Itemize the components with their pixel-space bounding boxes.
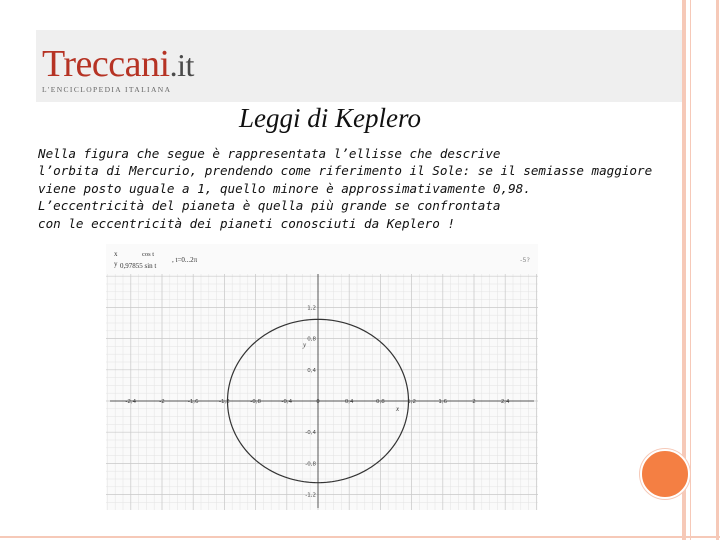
slide-border-line bbox=[716, 0, 719, 540]
formula-top: cos t bbox=[142, 251, 155, 258]
x-axis-label: x bbox=[396, 405, 400, 413]
treccani-logo bbox=[42, 44, 212, 100]
x-tick-label: -2 bbox=[159, 399, 165, 405]
formula-left-y: y bbox=[114, 260, 118, 268]
logo-suffix-text: .it bbox=[169, 47, 194, 83]
x-tick-label: -1,2 bbox=[219, 399, 230, 405]
x-tick-label: -2,4 bbox=[125, 399, 137, 405]
graph-grid bbox=[106, 274, 538, 510]
paragraph-line: L’eccentricità del pianeta è quella più grande se confrontata bbox=[38, 198, 501, 214]
corner-label: -5? bbox=[520, 256, 530, 264]
decorative-orange-circle bbox=[640, 449, 690, 499]
y-tick-label: 0,4 bbox=[307, 367, 316, 374]
paragraph-line: con le eccentricità dei pianeti conosciuti da Keplero ! bbox=[38, 215, 456, 231]
formula-range: , t=0...2π bbox=[172, 256, 198, 264]
x-tick-label: 2,4 bbox=[500, 399, 510, 405]
formula-bottom: 0,97855 sin t bbox=[120, 262, 157, 270]
paragraph-line: Nella figura che segue è rappresentata l’ellisse che descrive bbox=[38, 146, 501, 161]
x-tick-label: -1,6 bbox=[187, 399, 199, 405]
slide-border-line bbox=[0, 536, 720, 538]
y-axis-label: y bbox=[303, 341, 307, 349]
x-tick-label: -0,4 bbox=[281, 399, 293, 405]
x-tick-label: -0,8 bbox=[250, 399, 261, 405]
ellipse-graph-svg bbox=[106, 244, 538, 510]
graph-axes bbox=[110, 274, 534, 508]
x-tick-label: 0,4 bbox=[344, 399, 354, 405]
logo-main-text: Treccani bbox=[42, 43, 170, 85]
ellipse-graph bbox=[106, 244, 538, 510]
x-tick-label: 2 bbox=[472, 399, 476, 405]
slide-title: Leggi di Keplero bbox=[239, 103, 421, 133]
slide-border-line bbox=[690, 0, 691, 540]
logo-tagline: L'ENCICLOPEDIA ITALIANA bbox=[42, 85, 172, 94]
y-tick-label: -0,4 bbox=[305, 430, 316, 437]
x-tick-label: 1,2 bbox=[407, 399, 416, 405]
x-tick-label: 1,6 bbox=[438, 399, 448, 405]
paragraph-line: viene posto uguale a 1, quello minore è approssimativamente 0,98. bbox=[38, 180, 531, 196]
formula-left-x: x bbox=[114, 250, 118, 258]
paragraph-line: l’orbita di Mercurio, prendendo come riferimento il Sole: se il semiasse maggiore bbox=[38, 163, 653, 179]
slide-paragraph bbox=[38, 145, 688, 232]
y-tick-label: 0,8 bbox=[307, 336, 316, 343]
x-tick-label: 0,8 bbox=[376, 399, 385, 405]
y-tick-label: -0,8 bbox=[305, 461, 316, 468]
y-tick-label: -1,2 bbox=[305, 492, 316, 499]
y-tick-label: 1,2 bbox=[307, 305, 316, 312]
x-tick-label: 0 bbox=[316, 399, 320, 405]
